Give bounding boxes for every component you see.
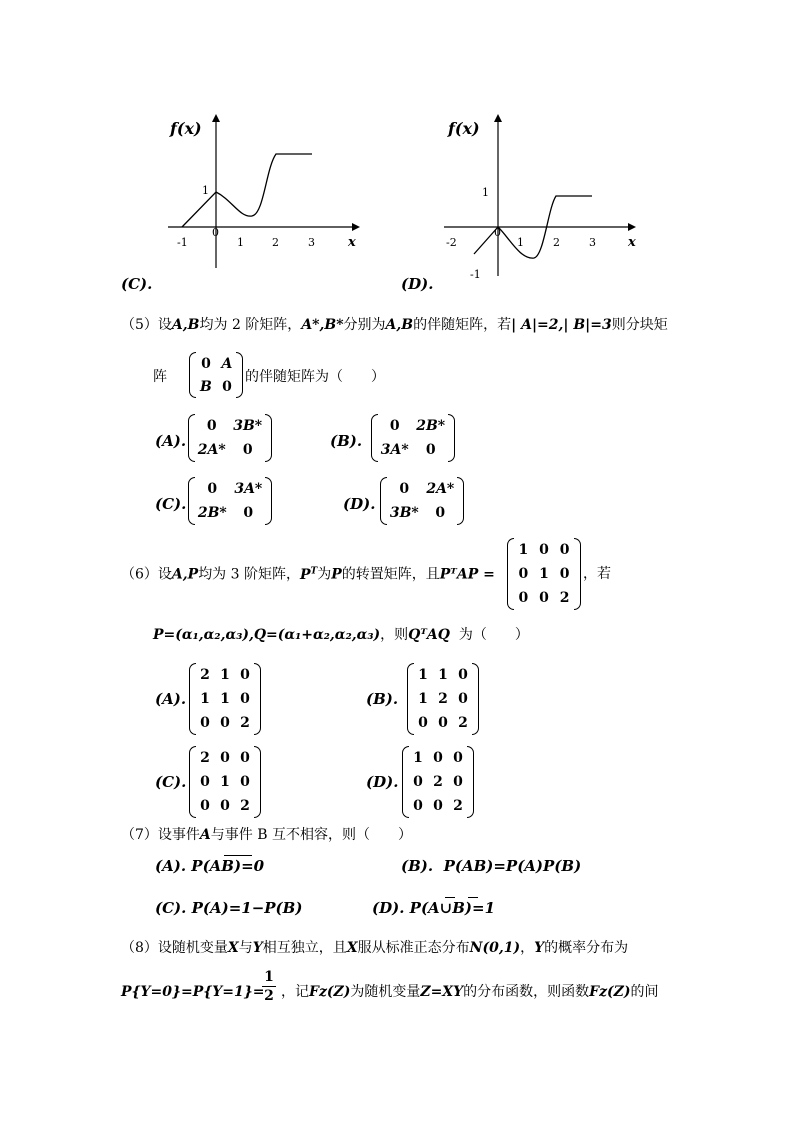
q8-zxy: Z=XY <box>420 984 464 1000</box>
q5-ab: A,B <box>171 317 200 333</box>
q5-t5: 阵 <box>153 369 167 385</box>
q5-option-b[interactable]: (B). <box>330 432 363 450</box>
q6-ap: A,P <box>171 566 199 583</box>
graph-c-tick-5: 3 <box>308 236 315 249</box>
q6-matrix: 1 0 0 0 1 0 0 0 2 <box>507 538 581 610</box>
q6-line2 <box>153 628 529 642</box>
q6-option-a[interactable]: (A). <box>155 690 187 708</box>
q5-option-c[interactable]: (C). <box>155 495 187 513</box>
q5-ab2: A,B <box>385 317 414 333</box>
q7-option-a[interactable]: (A). P(AB)=0 <box>155 857 265 875</box>
q5-t3: 的伴随矩阵，若 <box>413 317 512 333</box>
graph-c-tick-4: 2 <box>272 236 279 249</box>
graph-c-tick-3: 1 <box>237 236 244 249</box>
graph-c-xlabel: x <box>348 235 356 250</box>
graph-d-tick-2: 0 <box>494 226 501 239</box>
q7-option-a-text: P(AB)=0 <box>191 857 265 875</box>
q6-t4: ，若 <box>583 566 611 582</box>
q7-option-b[interactable]: (B). P(AB)=P(A)P(B) <box>401 857 582 875</box>
q8-line1 <box>121 941 628 955</box>
q8-num: （8）设随机变量 <box>121 940 228 956</box>
q6-option-a-matrix: 2 1 0 1 1 0 0 0 2 <box>189 663 261 735</box>
q8-t1: 与 <box>238 940 253 956</box>
q8-y: Y <box>252 940 263 956</box>
q7-option-d[interactable]: (D). P(A∪B)=1 <box>372 899 496 917</box>
q6-t5: ，则 <box>380 627 409 643</box>
q7-t1: 与事件 B 互不相容，则（ ） <box>210 827 412 843</box>
q6-t3: 的转置矩阵，且 <box>341 566 440 583</box>
graph-c-tick-2: 0 <box>212 226 219 239</box>
q8-x: X <box>227 940 239 956</box>
q6-t6: 为（ ） <box>458 627 529 643</box>
q8-line2 <box>121 985 264 999</box>
q5-option-c-matrix: 0 3A* 2B* 0 <box>188 477 272 525</box>
q5-t1: 均为 2 阶矩阵， <box>199 317 302 333</box>
q7-option-b-text: P(AB)=P(A)P(B) <box>443 857 582 875</box>
q8-y2: Y <box>534 940 545 956</box>
graph-d-tick-5: 3 <box>589 236 596 249</box>
q6-line1 <box>121 567 495 582</box>
graph-d-ytick-1: 1 <box>482 186 489 199</box>
q6-option-b-matrix: 1 1 0 1 2 0 0 0 2 <box>407 663 479 735</box>
y-axis-arrow-icon <box>212 114 220 122</box>
q6-p: P <box>331 566 342 583</box>
q5-option-a-matrix: 0 3B* 2A* 0 <box>188 414 272 462</box>
q5-t6: 的伴随矩阵为（ ） <box>245 369 385 385</box>
q6-option-b[interactable]: (B). <box>366 690 399 708</box>
graph-c-tick-1: -1 <box>177 236 188 249</box>
q6-option-d[interactable]: (D). <box>366 773 399 791</box>
graph-c-label: (C). <box>121 275 153 293</box>
q8-line2b <box>281 985 659 999</box>
q8-x2: X <box>346 940 358 956</box>
q8-t8: 的分布函数，则函数 <box>463 984 590 1000</box>
q8-t6: ，记 <box>281 984 309 1000</box>
q7-num: （7）设事件 <box>121 827 200 843</box>
q8-n01: N(0,1) <box>469 940 521 956</box>
q6-t2: 为 <box>317 566 332 583</box>
q6-num: （6）设 <box>121 566 172 583</box>
q5-block-matrix: 0 A B 0 <box>189 352 243 398</box>
q7-overbar-a <box>224 855 252 856</box>
q5-num: （5）设 <box>121 317 172 333</box>
graph-d-label: (D). <box>401 275 434 293</box>
q6-pq: P=(α₁,α₂,α₃),Q=(α₁+α₂,α₂,α₃) <box>153 627 381 643</box>
graph-d <box>440 108 650 283</box>
q8-t9: 的间 <box>630 984 659 1000</box>
y-axis-arrow-icon <box>494 114 502 122</box>
graph-c-ytick: 1 <box>202 184 209 197</box>
q7-overbar-d2 <box>468 897 478 898</box>
x-axis-arrow-icon <box>628 223 636 231</box>
q6-t1: 均为 3 阶矩阵， <box>198 566 300 583</box>
q6-option-c[interactable]: (C). <box>155 773 187 791</box>
q7-option-d-text: P(A∪B)=1 <box>409 899 496 917</box>
q5-t2: 分别为 <box>343 317 386 333</box>
q7-option-c-text: P(A)=1−P(B) <box>191 899 303 917</box>
q7-line1 <box>121 828 412 842</box>
q8-fraction: 1 2 <box>262 970 276 1003</box>
graph-d-tick-4: 2 <box>553 236 560 249</box>
q8-prob: P{Y=0}=P{Y=1}= <box>121 984 265 1000</box>
q7-option-c[interactable]: (C). P(A)=1−P(B) <box>155 899 303 917</box>
graph-d-ylabel: f(x) <box>448 119 480 138</box>
graph-c <box>160 108 370 278</box>
graph-d-xlabel: x <box>628 235 636 250</box>
graph-d-tick-1: -2 <box>446 236 457 249</box>
q7-a: A <box>199 827 211 843</box>
graph-d-ytick-2: -1 <box>470 268 481 281</box>
graph-d-tick-3: 1 <box>517 236 524 249</box>
q8-t4: ， <box>520 940 535 956</box>
q8-t3: 服从标准正态分布 <box>357 940 470 956</box>
q5-line1 <box>121 318 668 332</box>
q7-overbar-d1 <box>445 897 455 898</box>
q5-option-a[interactable]: (A). <box>155 432 187 450</box>
q5-option-d-matrix: 0 2A* 3B* 0 <box>380 477 464 525</box>
q8-t2: 相互独立，且 <box>262 940 347 956</box>
graph-c-ylabel: f(x) <box>170 119 202 138</box>
q8-fz2: Fz(Z) <box>589 984 631 1000</box>
q5-option-b-matrix: 0 2B* 3A* 0 <box>371 414 455 462</box>
q8-t5: 的概率分布为 <box>544 940 629 956</box>
q6-qtaq: QᵀAQ <box>408 627 450 643</box>
q5-cond: | A|=2,| B|=3 <box>511 317 612 333</box>
q5-option-d[interactable]: (D). <box>343 495 376 513</box>
q6-pt: $P^T$ <box>300 566 318 583</box>
q5-t4: 则分块矩 <box>611 317 668 333</box>
q6-option-d-matrix: 1 0 0 0 2 0 0 0 2 <box>402 746 474 818</box>
q8-fz: Fz(Z) <box>309 984 351 1000</box>
q6-ptap: PᵀAP = <box>439 566 495 583</box>
q8-t7: 为随机变量 <box>350 984 421 1000</box>
q5-astar: A*,B* <box>301 317 344 333</box>
x-axis-arrow-icon <box>352 223 360 231</box>
q6-option-c-matrix: 2 0 0 0 1 0 0 0 2 <box>189 746 261 818</box>
